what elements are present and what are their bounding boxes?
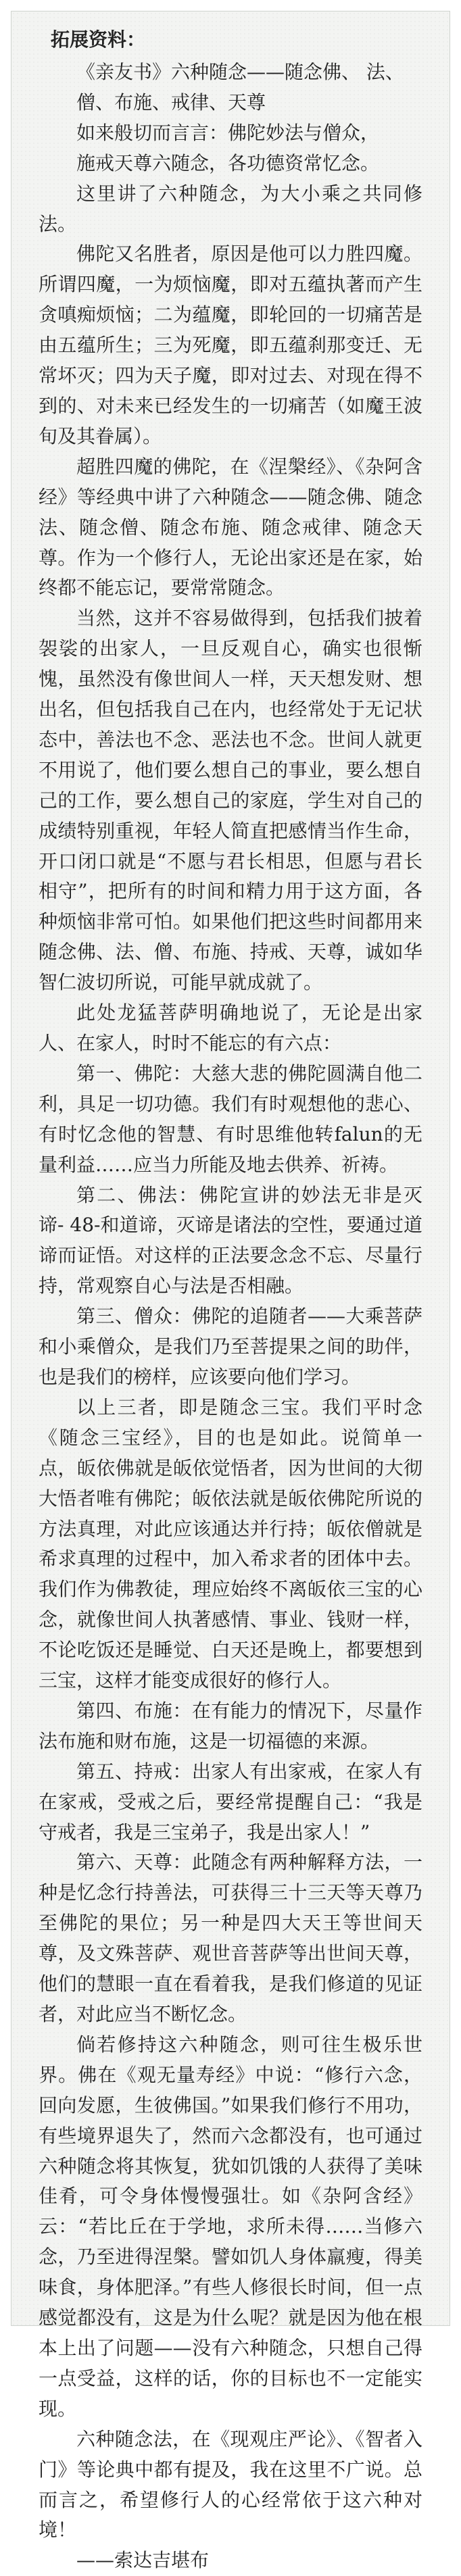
verse-line: 施戒天尊六随念，各功德资常忆念。 (76, 151, 380, 174)
paragraph-conclusion: 六种随念法，在《现观庄严论》、《智者入门》等论典中都有提及，我在这里不广说。总而言之，希望修行人的心经常依于这六种对境！ (39, 2427, 422, 2542)
section-heading: 拓展资料： (51, 28, 146, 51)
paragraph-intro: 这里讲了六种随念，为大小乘之共同修法。 (39, 182, 422, 235)
paragraph-generosity: 第四、布施：在有能力的情况下，尽量作法布施和财布施，这是一切福德的来源。 (39, 1699, 422, 1752)
paragraph-discipline: 第五、持戒：出家人有出家戒，在家人有在家戒，受戒之后，要经常提醒自己：“我是守戒者，我是三宝弟子，我是出家人！” (39, 1760, 422, 1843)
paragraph-six-recollections: 超胜四魔的佛陀，在《涅槃经》、《杂阿含经》等经典中讲了六种随念——随念佛、随念法、随念僧、随念布施、随念戒律、随念天尊。作为一个修行人，无论出家还是在家，始终都不能忘记，要常常随念。 (39, 455, 422, 599)
paragraph-dharma: 第二、佛法：佛陀宣讲的妙法无非是灭谛- 48-和道谛，灭谛是诸法的空性，要通过道谛而证悟。对这样的正法要念念不忘、尽量行持，常观察自心与法是否相融。 (39, 1183, 422, 1297)
paragraph-sangha: 第三、僧众：佛陀的追随者——大乘菩萨和小乘僧众，是我们乃至菩提果之间的助伴，也是我们的榜样，应该要向他们学习。 (39, 1305, 422, 1388)
paragraph-pure-land: 倘若修持这六种随念，则可往生极乐世界。佛在《观无量寿经》中说：“修行六念，回向发愿，生彼佛国。”如果我们修行不用功，有些境界退失了，然而六念都没有，也可通过六种随念将其恢复，犹如饥饿的人获得了美味佳肴，可令身体慢慢强壮。如《杂阿含经》云：“若比丘在于学地，求所未得……当修六念，乃至进得涅槃。譬如饥人身体羸瘦，得美味食，身体肥泽。”有些人修很长时间，但一点感觉都没有，这是为什么呢？就是因为他在根本上出了问题——没有六种随念，只想自己得一点受益，这样的话，你的目标也不一定能实现。 (39, 2033, 422, 2420)
verse-line: 僧、布施、戒律、天尊 (76, 91, 266, 114)
author-signature: ——索达吉堪布 (76, 2549, 210, 2572)
paragraph-six-points: 此处龙猛菩萨明确地说了，无论是出家人、在家人，时时不能忘的有六点： (39, 1001, 422, 1054)
verse-line: 如来般切而言言：佛陀妙法与僧众， (76, 121, 380, 144)
verse-line: 《亲友书》六种随念——随念佛、 法、 (76, 61, 404, 83)
paragraph-deities: 第六、天尊：此随念有两种解释方法，一种是忆念行持善法，可获得三十三天等天尊乃至佛陀的果位；另一种是四大天王等世间天尊，及文殊菩萨、观世音菩萨等出世间天尊，他们的慧眼一直在看着我，是我们修道的见证者，对此应当不断忆念。 (39, 1851, 422, 2025)
paragraph-four-maras: 佛陀又名胜者，原因是他可以力胜四魔。所谓四魔，一为烦恼魔，即对五蕴执著而产生贪嗔痴烦恼；二为蕴魔，即轮回的一切痛苦是由五蕴所生；三为死魔，即五蕴刹那变迁、无常坏灭；四为天子魔，即对过去、对现在得不到的、对未来已经发生的一切痛苦（如魔王波旬及其眷属）。 (39, 243, 422, 447)
paragraph-three-jewels: 以上三者，即是随念三宝。我们平时念《随念三宝经》，目的也是如此。说简单一点，皈依佛就是皈依觉悟者，因为世间的大彻大悟者唯有佛陀；皈依法就是皈依佛陀所说的方法真理，对此应该通达并行持；皈依僧就是希求真理的过程中，加入希求者的团体中去。我们作为佛教徒，理应始终不离皈依三宝的心念，就像世间人执著感情、事业、钱财一样，不论吃饭还是睡觉、白天还是晚上，都要想到三宝，这样才能变成很好的修行人。 (39, 1395, 422, 1692)
verse-block (39, 57, 422, 179)
paragraph-difficulty: 当然，这并不容易做得到，包括我们披着袈裟的出家人，一旦反观自心，确实也很惭愧，虽然没有像世间人一样，天天想发财、想出名，但包括我自己在内，也经常处于无记状态中，善法也不念、恶法也不念。世间人就更不用说了，他们要么想自己的事业，要么想自己的工作，要么想自己的家庭，学生对自己的成绩特别重视，年轻人简直把感情当作生命，开口闭口就是“不愿与君长相思，但愿与君长相守”，把所有的时间和精力用于这方面，各种烦恼非常可怕。如果他们把这些时间都用来随念佛、法、僧、布施、持戒、天尊，诚如华智仁波切所说，可能早就成就了。 (39, 607, 422, 994)
document-card (11, 11, 450, 2572)
paragraph-buddha: 第一、佛陀：大慈大悲的佛陀圆满自他二利，具足一切功德。我们有时观想他的悲心、有时忆念他的智慧、有时思维他转falun的无量利益……应当力所能及地去供养、祈祷。 (39, 1062, 422, 1176)
